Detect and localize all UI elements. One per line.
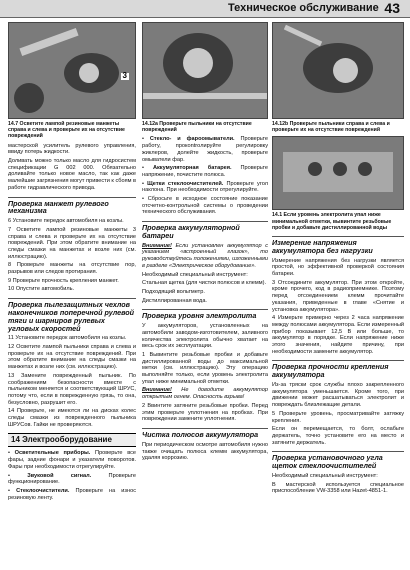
step: 1 Вывинтите резьбовые пробки и добавьте дистиллированной воды до максимальной метки (см. иллюстрацию). Эту операцию выполняйте только, если уровень электролита упал ниже минимальной отметки. [142, 351, 268, 385]
step: 10 Опустите автомобиль. [8, 286, 75, 293]
step: 3 Отсоедините аккумулятор. При этом откройте, кроме прочего, код в радиоприемнике. Поэтому перед отсоединением клемм прочитайте указания, приведенные в главе «Снятие и установка аккумулятора». [272, 279, 404, 313]
bullet-item: • Звуковой сигнал. Проверьте функционирование. [8, 472, 137, 486]
paragraph: Измерение напряжения без нагрузки является простой, но эффективной проверкой состояния батареи. [272, 257, 404, 278]
tool-item: Стальная щетка (для чистки полюсов и клемм). [142, 280, 267, 287]
section-heading: Измерение напряжения аккумулятора без нагрузки [272, 236, 404, 255]
bullet-item: • Сбросьте в исходное состояние показание отсчетно-контрольной системы о проведении технического обслуживания. [142, 196, 268, 216]
bullet-item: • Стекло- и фароомыватели. Проверьте работу, прокontroлируйте регулировку жиклеров, долейте жидкость, проверьте омыватели фар. [142, 136, 268, 163]
figure-caption: 14.12a Проверьте пыльники на отсутствие повреждений [142, 121, 252, 134]
section-heading: Проверка прочности крепления аккумулятора [272, 360, 404, 379]
bullet-item: • Аккумуляторная батарея. Проверьте напряжение, почистите полюса. [142, 165, 268, 178]
step: 5 Проверьте уровень, просматривайте затяжку крепления. [272, 410, 404, 424]
paragraph: мастерской усилитель рулевого управления, ввиду потерь жидкости. [8, 142, 136, 156]
step: 4 Измерьте примерно через 2 часа напряжение между полюсами аккумулятора. Если измеренный прибор показывает 12,5 В или больше, то аккумулятор в порядке. Если напряжение ниже этого значения, найдите причину, при необходимости замените аккумулятор. [272, 315, 404, 355]
step: 12 Осветите лампой пыльники справа и слева и проверьте их на отсутствие повреждений. При этом обратите внимание на следы смазки на манжетах и возле них (см. иллюстрацию). [8, 344, 136, 371]
warning: Внимание! Если установлен аккумулятор с указанием «встроенный глазок», то руководствуйтесь положениями, изложенными в разделе «Электрическое оборудование». [142, 242, 268, 269]
section-heading: Чистка полюсов аккумулятора [142, 428, 268, 439]
section-heading: Проверка уровня электролита [142, 309, 268, 320]
photo-boot-right [272, 22, 404, 119]
figure-caption: 14.7 Осветите лампой резиновые манжеты справа и слева и проверьте их на отсутствие повреждений [8, 121, 125, 140]
photo-steering-boot [8, 22, 136, 119]
chapter-band: 14 Электрооборудование [8, 433, 136, 447]
step: 7 Осветите лампой резиновые манжеты 3 справа и слева и проверьте их на отсутствие повреждений. При этом обратите внимание на следы смазки на манжетах и возле них (см. иллюстрацию). [8, 226, 136, 260]
step: 11 Установите передок автомобиля на козлы. [8, 335, 127, 342]
tool-item: Подходящий вольтметр. [142, 288, 205, 295]
bullet-item: • Осветительные приборы. Проверьте все фары, задние фонари и указатели поворотов. Фары при необходимости отрегулируйте. [8, 450, 137, 470]
step: 9 Проверьте прочность крепления манжет. [8, 277, 119, 284]
tool-item: Дистиллированная вода. [142, 297, 207, 304]
step: 2 Ввинтите затяните резьбовые пробки. Перед этим проверьте уплотнения на пробках. При повреждении замените уплотнения. [142, 402, 268, 423]
paragraph: В мастерской используется специальное приспособление VW-3358 или Hazet-4851-1. [272, 481, 404, 495]
section-heading: Проверка установочного угла щеток стеклоочистителей [272, 451, 404, 470]
photo-cv-boot [142, 22, 268, 119]
paragraph: Доливать можно только масло для гидросистем спецификации G 002 000. Обязательно доливайте только новое масло, так как даже малейшие загрязнения могут привести к сбоям в работе гидравлического привода. [8, 158, 136, 191]
figure-label: 3 [122, 71, 127, 80]
column-3 [272, 22, 404, 497]
step: 6 Установите передок автомобиля на козлы. [8, 218, 124, 225]
column-2 [142, 22, 268, 464]
page-number: 43 [384, 0, 400, 16]
bullet-item: • Щетки стеклоочистителей. Проверьте угол наклона. При необходимости отрегулируйте. [142, 180, 268, 194]
page-header [0, 0, 410, 18]
section-heading: Проверка пылезащитных чехлов наконечников поперечной рулевой тяги и шарниров рулевых угловых скоростей [8, 300, 135, 333]
figure-caption: 14.12b Проверьте пыльники справа и слева и проверьте их на отсутствие повреждений [272, 121, 390, 134]
step: 13 Замените поврежденный пыльник. По соображениям безопасности вместе с пыльником меняется и соответствующий ШРУС, потому что, если в поврежденную грязь, то она, безусловно, разрушит его. [8, 372, 136, 406]
paragraph: У аккумуляторов, установленных на автомобили заводом-изготовителем, заливного количества электролита обычно хватает на весь срок их эксплуатации. [142, 323, 268, 350]
figure-caption: 14.1 Если уровень электролита упал ниже минимальной отметки, вывинтите резьбовые пробки и добавьте дистиллированной воды [272, 212, 392, 231]
section-heading: Проверка аккумуляторной батареи [142, 221, 268, 240]
step: 8 Проверьте манжеты на отсутствие пор, разрывов или следов протирания. [8, 262, 136, 276]
paragraph: Необходимый специальный инструмент: [272, 472, 378, 479]
photo-battery [272, 136, 404, 210]
warning: Внимание! Не доводите аккумулятор открытым огнем. Опасность взрыва! [142, 387, 268, 401]
paragraph: Необходимый специальный инструмент: [142, 271, 248, 278]
column-1 [8, 22, 136, 503]
section-heading: Проверка манжет рулевого механизма [8, 197, 136, 216]
step: 14 Проверьте, не имеются ли на дисках колес следы смазки из поврежденного пыльника ШРУСов. Гайки не проверяются. [8, 408, 136, 428]
paragraph: При периодическом осмотре автомобиля нужно также очищать полюса клемм аккумулятора, удаляя коррозию. [142, 441, 268, 462]
bullet-item: • Стеклоочистители. Проверьте на износ резиновую ленту. [8, 488, 136, 501]
paragraph: Если он перемещается, то болт, ослабьте держатель, точно установите его на место и затяните держатель. [272, 426, 404, 446]
page-title: Техническое обслуживание [228, 2, 379, 14]
paragraph: Из-за тряски срок службы плохо закрепленного аккумулятора уменьшается. Кроме того, при движении может расшатываться электролит и повреждать близлежащие детали. [272, 382, 404, 409]
